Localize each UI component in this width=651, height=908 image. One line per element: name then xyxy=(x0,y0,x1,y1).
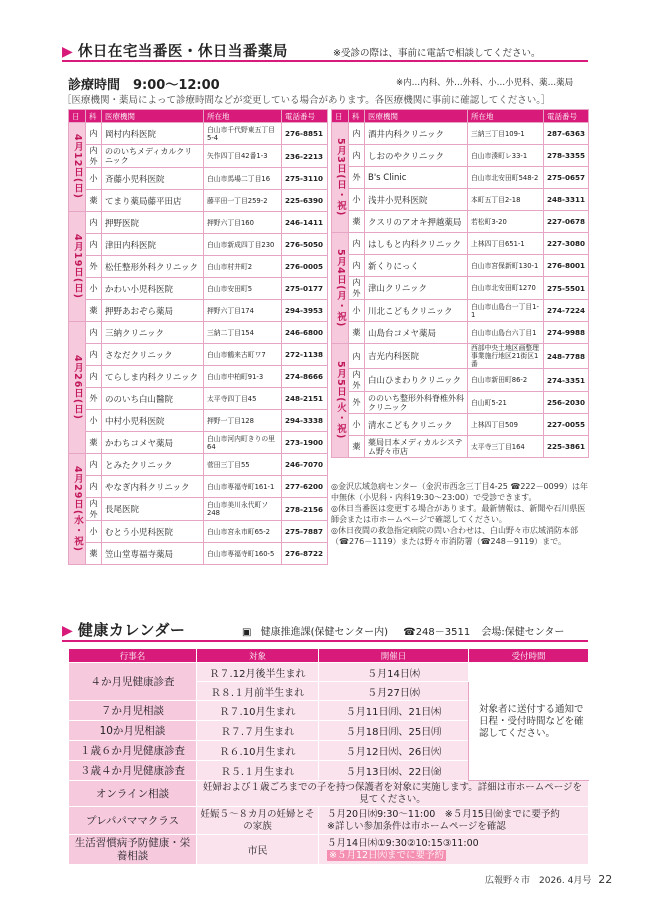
facility-name: 清水こどもクリニック xyxy=(365,414,468,436)
day-cell: 4月12日(日) xyxy=(69,123,86,212)
table-row xyxy=(69,432,328,454)
table-row xyxy=(332,300,589,322)
day-cell: 4月19日(日) xyxy=(69,212,86,322)
holiday-note: ※受診の際は、事前に電話で相談してください。 xyxy=(333,48,541,59)
facility-name: 津山クリニック xyxy=(365,277,468,300)
hours: 診療時間 9:00～12:00 xyxy=(68,78,220,93)
table-row xyxy=(69,190,328,212)
address: 太平寺四丁目45 xyxy=(204,388,282,410)
category: 内 xyxy=(86,212,102,234)
target: 妊娠５～８カ月の妊婦とその家族 xyxy=(197,807,319,835)
facility-name: 川北こどもクリニック xyxy=(365,300,468,322)
health-calendar-table xyxy=(68,648,589,865)
facility-name: しおのやクリニック xyxy=(365,145,468,167)
table-row xyxy=(332,277,589,300)
issue-label: 広報野々市 2026. 4月号 xyxy=(485,876,592,886)
online-info: 妊婦および１歳ごろまでの子を持つ保護者を対象に実施します。詳細は市ホームページを見てください。 xyxy=(197,781,589,807)
category: 外 xyxy=(86,388,102,410)
date: ５月18日㈪、25日㈪ xyxy=(319,721,469,741)
facility-name: さなだクリニック xyxy=(102,344,204,366)
address: 白山市安田町5 xyxy=(204,278,282,300)
category: 薬 xyxy=(86,432,102,454)
date: ５月13日㈬、22日㈮ xyxy=(319,761,469,781)
address: 白山市山島台一丁目1-1 xyxy=(468,300,544,322)
date: ５月14日㈭ xyxy=(319,663,469,682)
table-row xyxy=(332,436,589,458)
col-reception: 受付時間 xyxy=(469,649,589,663)
footnotes xyxy=(331,481,589,547)
category: 小 xyxy=(86,278,102,300)
col-phone: 電話番号 xyxy=(282,110,328,123)
address: 押野六丁目174 xyxy=(204,300,282,322)
address: 白山町5-21 xyxy=(468,392,544,414)
date: ５月27日㈬ xyxy=(319,682,469,701)
address: 上林四丁目651-1 xyxy=(468,233,544,255)
facility-name: 薬局日本メディカルシステム野々市店 xyxy=(365,436,468,458)
day-cell: 4月29日(水・祝) xyxy=(69,454,86,565)
col-day: 日 xyxy=(332,110,349,123)
table-row xyxy=(69,300,328,322)
address: 菅田三丁目55 xyxy=(204,454,282,476)
phone: 274-8666 xyxy=(282,366,328,388)
category: 内外 xyxy=(349,369,365,392)
category: 外 xyxy=(349,167,365,189)
tel: ☎248－3511 xyxy=(403,627,471,638)
phone: 276-5050 xyxy=(282,234,328,256)
target: Ｒ７.７月生まれ xyxy=(197,721,319,741)
event-name: 10か月児相談 xyxy=(69,721,197,741)
facility-name: やなぎ内科クリニック xyxy=(102,476,204,498)
facility-name: ののいちメディカルクリニック xyxy=(102,145,204,168)
facility-name: 山島台コメヤ薬局 xyxy=(365,322,468,344)
phone: 227-0055 xyxy=(544,414,589,436)
day-cell: 5月3日(日・祝) xyxy=(332,123,349,233)
facility-name: ののいち白山醫院 xyxy=(102,388,204,410)
category: 小 xyxy=(349,300,365,322)
phone: 256-2030 xyxy=(544,392,589,414)
address: 西部中央土地区画整理事業施行地区21街区1番 xyxy=(468,344,544,369)
table-row xyxy=(69,234,328,256)
phone: 275-0657 xyxy=(544,167,589,189)
category: 内外 xyxy=(86,498,102,521)
table-row xyxy=(69,256,328,278)
phone: 225-3861 xyxy=(544,436,589,458)
address: 白山市鶴来古町ワ7 xyxy=(204,344,282,366)
divider xyxy=(62,640,588,642)
phone: 272-1138 xyxy=(282,344,328,366)
table-row xyxy=(69,168,328,190)
category: 内 xyxy=(86,366,102,388)
table-row xyxy=(69,123,328,145)
day-cell: 4月26日(日) xyxy=(69,322,86,454)
col-cat: 科 xyxy=(349,110,365,123)
table-row xyxy=(332,145,589,167)
category: 外 xyxy=(86,256,102,278)
venue: 会場:保健センター xyxy=(481,627,565,638)
event-name: オンライン相談 xyxy=(69,781,197,807)
section-header-holiday xyxy=(62,40,288,61)
phone: 248-2151 xyxy=(282,388,328,410)
phone: 294-3338 xyxy=(282,410,328,432)
caution: ［医療機関・薬局によって診療時間などが変更している場合があります。各医療機関に事前に確認してください。］ xyxy=(62,95,551,106)
phone: 248-7788 xyxy=(544,344,589,369)
table-row xyxy=(69,366,328,388)
target: Ｒ７.10月生まれ xyxy=(197,701,319,721)
facility-name: クスリのアオキ押越薬局 xyxy=(365,211,468,233)
target: Ｒ８.１月前半生まれ xyxy=(197,682,319,701)
reception-info: 対象者に送付する通知で日程・受付時間などを確認してください。 xyxy=(469,663,589,781)
col-phone: 電話番号 xyxy=(544,110,589,123)
phone: 278-3355 xyxy=(544,145,589,167)
category: 内 xyxy=(349,344,365,369)
target: Ｒ５.１月生まれ xyxy=(197,761,319,781)
table-row xyxy=(69,543,328,565)
event-name: 生活習慣病予防健康・栄養相談 xyxy=(69,835,197,865)
address: 白山市宮保新町130-1 xyxy=(468,255,544,277)
phone: 275-3110 xyxy=(282,168,328,190)
target: Ｒ６.10月生まれ xyxy=(197,741,319,761)
address: 矢作四丁目42番1-3 xyxy=(204,145,282,168)
facility-name: 斉藤小児科医院 xyxy=(102,168,204,190)
facility-name: とみたクリニック xyxy=(102,454,204,476)
category: 内 xyxy=(349,123,365,145)
category: 内 xyxy=(86,454,102,476)
col-date: 開催日 xyxy=(319,649,469,663)
table-row xyxy=(332,123,589,145)
category: 内外 xyxy=(86,145,102,168)
event-name: ７か月児相談 xyxy=(69,701,197,721)
phone: 236-2213 xyxy=(282,145,328,168)
table-row xyxy=(69,212,328,234)
category: 小 xyxy=(349,189,365,211)
address: 白山市専福寺町160-5 xyxy=(204,543,282,565)
phone: 274-9988 xyxy=(544,322,589,344)
col-day: 日 xyxy=(69,110,86,123)
table-row xyxy=(332,233,589,255)
date: ５月11日㈪、21日㈭ xyxy=(319,701,469,721)
facility-name: 松任整形外科クリニック xyxy=(102,256,204,278)
facility-name: 津田内科医院 xyxy=(102,234,204,256)
col-cat: 科 xyxy=(86,110,102,123)
event-name: プレパパママクラス xyxy=(69,807,197,835)
address: 白山市中柏町91-3 xyxy=(204,366,282,388)
category: 薬 xyxy=(349,436,365,458)
facility-name: 吉光内科医院 xyxy=(365,344,468,369)
category: 外 xyxy=(349,392,365,414)
phone: 276-8722 xyxy=(282,543,328,565)
facility-name: 三納クリニック xyxy=(102,322,204,344)
address: 上林四丁目509 xyxy=(468,414,544,436)
facility-name: ののいち整形外科脊椎外科クリニック xyxy=(365,392,468,414)
phone: 246-6800 xyxy=(282,322,328,344)
table-row xyxy=(332,322,589,344)
category: 内 xyxy=(86,322,102,344)
address: 白山市美川永代町ソ248 xyxy=(204,498,282,521)
facility-name: 浅井小児科医院 xyxy=(365,189,468,211)
phone: 275-5501 xyxy=(544,277,589,300)
event-name: ４か月児健康診査 xyxy=(69,663,197,701)
facility-name: かわちコメヤ薬局 xyxy=(102,432,204,454)
table-row xyxy=(69,145,328,168)
category: 小 xyxy=(86,410,102,432)
address: 白山市湊町レ33-1 xyxy=(468,145,544,167)
target: Ｒ７.12月後半生まれ xyxy=(197,663,319,682)
note: ※詳しい参加条件は市ホームページを確認 xyxy=(327,820,506,832)
table-row xyxy=(69,521,328,543)
address: 白山市新成四丁目230 xyxy=(204,234,282,256)
facility-name: 長尾医院 xyxy=(102,498,204,521)
calendar-title: 健康カレンダー xyxy=(77,621,186,639)
address: 白山市馬場二丁目16 xyxy=(204,168,282,190)
category: 薬 xyxy=(86,300,102,322)
phone: 275-7887 xyxy=(282,521,328,543)
table-row xyxy=(332,392,589,414)
facility-name: 岡村内科医院 xyxy=(102,123,204,145)
address: 白山市北安田町548-2 xyxy=(468,167,544,189)
table-row xyxy=(69,410,328,432)
table-row xyxy=(69,454,328,476)
table-row xyxy=(332,189,589,211)
page-footer xyxy=(485,873,612,886)
triangle-marker-icon: ▶ xyxy=(62,44,73,60)
table-row xyxy=(69,278,328,300)
facility-name: 笠山堂専福寺薬局 xyxy=(102,543,204,565)
duty-table-april xyxy=(68,109,328,565)
category: 内 xyxy=(86,476,102,498)
category: 薬 xyxy=(86,543,102,565)
page-number: 22 xyxy=(598,873,613,886)
facility-name: 中村小児科医院 xyxy=(102,410,204,432)
col-name: 医療機関 xyxy=(102,110,204,123)
col-address: 所在地 xyxy=(204,110,282,123)
reservation-note: ※５月12日㈫までに要予約 xyxy=(329,849,445,861)
address: 白山市山島台六丁目1 xyxy=(468,322,544,344)
category: 小 xyxy=(349,414,365,436)
day-cell: 5月4日(月・祝) xyxy=(332,233,349,344)
table-row xyxy=(69,781,589,807)
phone: 294-3953 xyxy=(282,300,328,322)
target: 市民 xyxy=(197,835,319,865)
table-row xyxy=(69,476,328,498)
address: 押野六丁目160 xyxy=(204,212,282,234)
col-address: 所在地 xyxy=(468,110,544,123)
address: 白山市千代野東五丁目5-4 xyxy=(204,123,282,145)
address: 白山市北安田町1270 xyxy=(468,277,544,300)
date: ５月12日㈫、26日㈫ xyxy=(319,741,469,761)
event-name: １歳６か月児健康診査 xyxy=(69,741,197,761)
table-row xyxy=(332,255,589,277)
table-row xyxy=(332,211,589,233)
address: 若松町3-20 xyxy=(468,211,544,233)
table-row xyxy=(69,322,328,344)
category: 内 xyxy=(349,145,365,167)
section-header-calendar xyxy=(62,619,185,640)
legend: ※内…内科、外…外科、小…小児科、薬…薬局 xyxy=(396,78,574,88)
table-row xyxy=(69,835,589,865)
facility-name: 押野医院 xyxy=(102,212,204,234)
col-event: 行事名 xyxy=(69,649,197,663)
address: 白山市宮永市町65-2 xyxy=(204,521,282,543)
phone: 274-7224 xyxy=(544,300,589,322)
phone: 277-6200 xyxy=(282,476,328,498)
table-row xyxy=(69,807,589,835)
phone: 276-8851 xyxy=(282,123,328,145)
facility-name: 押野あおぞら薬局 xyxy=(102,300,204,322)
category: 薬 xyxy=(349,322,365,344)
facility-name: 新くりにっく xyxy=(365,255,468,277)
category: 内 xyxy=(349,233,365,255)
date: ５月14日㈭①9:30②10:15③11:00 xyxy=(327,837,479,849)
phone: 276-0005 xyxy=(282,256,328,278)
facility-name: かわい小児科医院 xyxy=(102,278,204,300)
phone: 287-6363 xyxy=(544,123,589,145)
address: 白山市村井町2 xyxy=(204,256,282,278)
calendar-contact xyxy=(242,623,564,638)
facility-name: てまり薬局藤平田店 xyxy=(102,190,204,212)
phone-book-icon: ▣ xyxy=(242,627,252,638)
date: ５月20日㈬9:30～11:00 ※５月15日㈮までに要予約 xyxy=(327,808,560,820)
duty-table-may xyxy=(331,109,589,458)
address: 藤平田一丁目259-2 xyxy=(204,190,282,212)
address: 白山市専福寺町161-1 xyxy=(204,476,282,498)
category: 薬 xyxy=(349,211,365,233)
category: 小 xyxy=(86,521,102,543)
phone: 227-3080 xyxy=(544,233,589,255)
facility-name: 酒井内科クリニック xyxy=(365,123,468,145)
phone: 227-0678 xyxy=(544,211,589,233)
footnote: ◎休日夜間の救急指定病院の問い合わせは、白山野々市広域消防本部（☎276－1119）または野々市消防署（☎248－9119）まで。 xyxy=(331,526,578,546)
phone: 225-6390 xyxy=(282,190,328,212)
category: 小 xyxy=(86,168,102,190)
event-name: ３歳４か月児健康診査 xyxy=(69,761,197,781)
table-row xyxy=(332,414,589,436)
triangle-marker-icon: ▶ xyxy=(62,623,73,639)
table-row xyxy=(69,498,328,521)
category: 内外 xyxy=(349,277,365,300)
address: 太平寺三丁目164 xyxy=(468,436,544,458)
facility-name: てらしま内科クリニック xyxy=(102,366,204,388)
table-row xyxy=(332,167,589,189)
phone: 248-3311 xyxy=(544,189,589,211)
footnote: ◎休日当番医は変更する場合があります。最新情報は、新聞や石川県医師会または市ホームページで確認してください。 xyxy=(331,504,586,524)
phone: 276-8001 xyxy=(544,255,589,277)
address: 白山市河内町きりの里64 xyxy=(204,432,282,454)
col-target: 対象 xyxy=(197,649,319,663)
holiday-title: 休日在宅当番医・休日当番薬局 xyxy=(77,44,288,60)
phone: 275-0177 xyxy=(282,278,328,300)
table-row xyxy=(69,663,589,682)
facility-name: はしもと内科クリニック xyxy=(365,233,468,255)
address: 白山市新田町86-2 xyxy=(468,369,544,392)
table-row xyxy=(332,369,589,392)
phone: 246-1411 xyxy=(282,212,328,234)
facility-name: B's Clinic xyxy=(365,167,468,189)
day-cell: 5月5日(火・祝) xyxy=(332,344,349,458)
phone: 273-1900 xyxy=(282,432,328,454)
divider xyxy=(62,60,588,62)
category: 内 xyxy=(86,234,102,256)
address: 三納二丁目154 xyxy=(204,322,282,344)
footnote: ◎金沢広域急病センター（金沢市西念三丁目4-25 ☎222－0099）は年中無休（小児科・内科19:30～23:00）で受診できます。 xyxy=(331,482,588,502)
table-row xyxy=(69,344,328,366)
phone: 246-7070 xyxy=(282,454,328,476)
address: 三納三丁目109-1 xyxy=(468,123,544,145)
table-row xyxy=(332,344,589,369)
facility-name: 白山ひまわりクリニック xyxy=(365,369,468,392)
table-row xyxy=(69,388,328,410)
facility-name: むとう小児科医院 xyxy=(102,521,204,543)
category: 内 xyxy=(86,344,102,366)
address: 本町五丁目2-18 xyxy=(468,189,544,211)
category: 薬 xyxy=(86,190,102,212)
category: 内 xyxy=(86,123,102,145)
col-name: 医療機関 xyxy=(365,110,468,123)
dept: 健康推進課(保健センター内) xyxy=(260,627,389,638)
category: 内 xyxy=(349,255,365,277)
address: 押野一丁目128 xyxy=(204,410,282,432)
phone: 274-3351 xyxy=(544,369,589,392)
phone: 278-2156 xyxy=(282,498,328,521)
